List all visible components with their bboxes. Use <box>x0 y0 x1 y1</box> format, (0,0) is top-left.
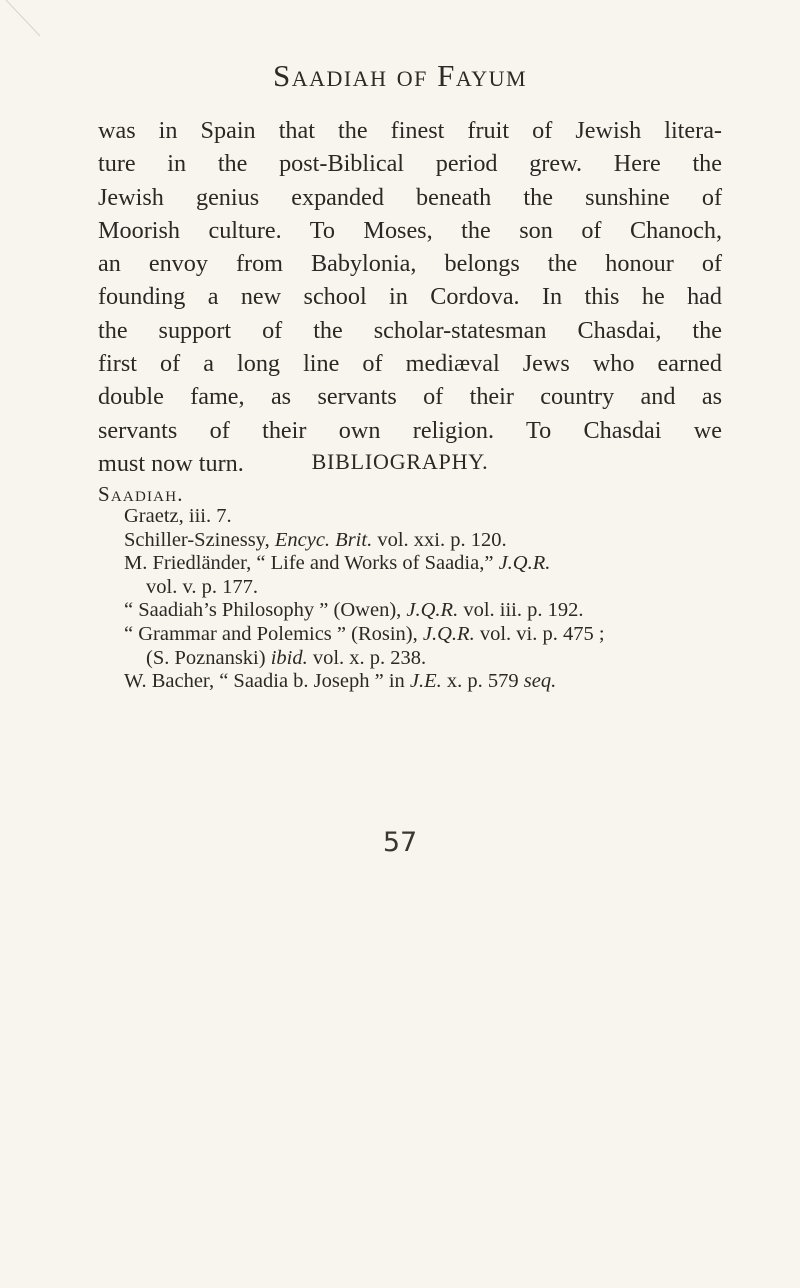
entry-location: vol. iii. p. 192. <box>458 599 584 622</box>
entry-source: J.Q.R. <box>498 552 551 575</box>
bibliography-entry <box>124 552 724 576</box>
body-line: double fame, as servants of their country and as <box>98 383 722 411</box>
bibliography-entry <box>124 505 724 529</box>
body-line: first of a long line of mediæval Jews who earned <box>98 350 722 378</box>
bibliography-heading: BIBLIOGRAPHY. <box>311 449 489 474</box>
body-line: founding a new school in Cordova. In this he had <box>98 283 722 311</box>
entry-location: vol. vi. p. 475 ; <box>474 622 605 645</box>
bibliography-entry <box>124 529 724 553</box>
entry-source: J.E. <box>409 670 442 693</box>
bibliography-subject: Saadiah. <box>98 482 184 506</box>
entry-source: ibid. <box>270 646 308 669</box>
body-line: an envoy from Babylonia, belongs the honour of <box>98 250 722 278</box>
entry-source: Encyc. Brit. <box>274 528 373 551</box>
running-head: Saadiah of Fayum <box>272 58 528 93</box>
body-line: Jewish genius expanded beneath the sunshine of <box>98 183 722 211</box>
entry-seq: seq. <box>523 670 557 693</box>
entry-location: vol. xxi. p. 120. <box>372 528 507 551</box>
entry-author: W. Bacher, “ Saadia b. Joseph ” in <box>124 670 410 693</box>
page-number: 57 <box>382 827 418 858</box>
entry-text: Graetz, iii. 7. <box>124 505 232 527</box>
entry-location: vol. x. p. 238. <box>307 646 427 669</box>
entry-author: “ Grammar and Polemics ” (Rosin), <box>124 622 423 645</box>
bibliography-entry <box>124 599 724 623</box>
body-line: was in Spain that the finest fruit of Jewish litera- <box>98 117 722 144</box>
entry-source: J.Q.R. <box>406 599 459 622</box>
body-line: ture in the post-Biblical period grew. Here the <box>98 150 722 178</box>
bibliography-entry-continuation <box>124 647 724 671</box>
body-line: must now turn. <box>98 449 244 477</box>
body-line: Moorish culture. To Moses, the son of Chanoch, <box>98 216 722 244</box>
bibliography-entry <box>124 623 724 647</box>
entry-author: “ Saadiah’s Philosophy ” (Owen), <box>124 599 407 622</box>
entry-location: x. p. 579 <box>441 670 524 693</box>
entry-location: vol. v. p. 177. <box>146 575 258 598</box>
entry-author: M. Friedländer, “ Life and Works of Saadia,” <box>124 552 499 575</box>
entry-source: J.Q.R. <box>422 622 475 645</box>
entry-author: Schiller-Szinessy, <box>124 528 275 551</box>
body-line: servants of their own religion. To Chasdai we <box>98 416 722 444</box>
entry-author: (S. Poznanski) <box>146 646 271 669</box>
bibliography-list <box>124 505 724 694</box>
page-corner-crease <box>6 0 46 40</box>
body-line: the support of the scholar-statesman Chasdai, the <box>98 316 722 344</box>
body-paragraph <box>98 114 722 480</box>
bibliography-entry <box>124 670 724 694</box>
bibliography-entry-continuation <box>124 576 724 600</box>
